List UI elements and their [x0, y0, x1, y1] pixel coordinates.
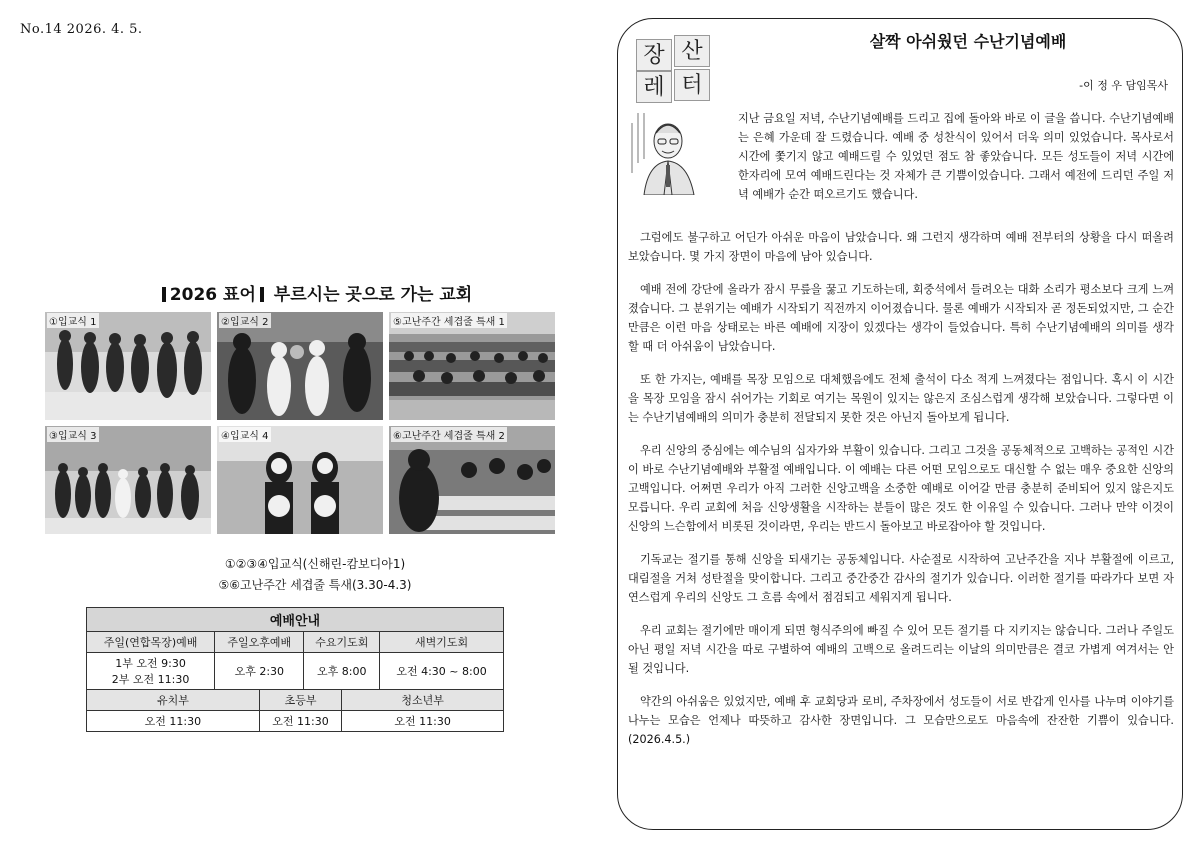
col-dawn-header: 새벽기도회: [380, 632, 504, 653]
letter-paragraph: 예배 전에 강단에 올라가 잠시 무릎을 꿇고 기도하는데, 회중석에서 들려오는 대화 소리가 평소보다 크게 느껴졌습니다. 그 분위기는 예배가 시작되기 직전까지 이어졌습니다. 물론 예배가 시작되자 곧 정돈되었지만, 그 순간만큼은 이런 마음 상태로는 바른 예배에 지장이 있겠다는 생각이 들었습니다. 특히 수난기념예배의 의미를 생각할 때 더 아쉬움이 남았습니다.: [628, 283, 1174, 353]
letter-paragraph: 우리 교회는 절기에만 매이게 되면 형식주의에 빠질 수 있어 모든 절기를 다 지키지는 않습니다. 그러나 주일도 아닌 평일 저녁 시간을 따로 구별하여 예배의 고백으로 올려드리는 이날의 의미만큼은 결코 가볍게 여겨서는 안 될 것입니다.: [628, 624, 1174, 675]
photo-caption-1: ①②③④입교식(신해린-캄보디아1): [224, 557, 406, 571]
issue-date: No.14 2026. 4. 5.: [20, 22, 143, 37]
dawn-time: 오전 4:30 ~ 8:00: [380, 653, 504, 690]
photo-grid: [45, 312, 555, 534]
photo-confirmation-3: [45, 426, 211, 534]
wednesday-time: 오후 8:00: [304, 653, 380, 690]
letter-paragraph: 지난 금요일 저녁, 수난기념예배를 드리고 집에 돌아와 바로 이 글을 씁니다. 수난기념예배는 은혜 가운데 잘 드렸습니다. 예배 중 성찬식이 있어서 더욱 의미 있었습니다. 목사로서 시간에 쫓기지 않고 예배드릴 수 있었던 점도 참 좋았습니다. 모든 성도들이 저녁 시간에 한자리에 모여 예배드린다는 것 자체가 큰 기쁨이었습니다. 그래서 예전에 드리던 주일 저녁 예배가 순간 떠오르기도 했습니다.: [738, 112, 1174, 201]
sunday-second-service: 2부 오전 11:30: [111, 673, 190, 686]
dept-elementary-header: 초등부: [259, 690, 341, 711]
afternoon-time: 오후 2:30: [215, 653, 304, 690]
col-sunday-header: 주일(연합목장)예배: [87, 632, 215, 653]
tag-char: 산: [674, 35, 710, 67]
tag-char: 장: [636, 39, 672, 71]
photo-confirmation-1: [45, 312, 211, 420]
photo-prayer-1: [389, 312, 555, 420]
photo-label: ②입교식 2: [219, 313, 271, 328]
dept-kindergarten-time: 오전 11:30: [87, 711, 260, 732]
motto-heading: [150, 280, 480, 305]
photo-label: ①입교식 1: [47, 313, 99, 328]
photo-caption-2: ⑤⑥고난주간 세겹줄 특새(3.30-4.3): [218, 578, 412, 592]
photo-image: [45, 312, 211, 420]
photo-label: ④입교식 4: [219, 427, 271, 442]
tag-char: 레: [636, 71, 672, 103]
letter-paragraph: 그럼에도 불구하고 어딘가 아쉬운 마음이 남았습니다. 왜 그런지 생각하며 예배 전부터의 상황을 다시 떠올려 보았습니다. 몇 가지 장면이 마음에 남아 있습니다.: [628, 231, 1174, 263]
motto-bar-right: [260, 287, 264, 302]
motto-year-label: 2026 표어: [169, 285, 256, 305]
letter-title: 살짝 아쉬웠던 수난기념예배: [869, 32, 1067, 51]
dept-youth-time: 오전 11:30: [342, 711, 504, 732]
photo-confirmation-2: [217, 312, 383, 420]
photo-image: [217, 426, 383, 534]
motto-bar-left: [162, 287, 166, 302]
photo-prayer-2: [389, 426, 555, 534]
photo-image: [389, 312, 555, 420]
sunday-times: [87, 653, 215, 690]
dept-youth-header: 청소년부: [342, 690, 504, 711]
motto-text: 부르시는 곳으로 가는 교회: [273, 285, 473, 305]
photo-label: ⑥고난주간 세겹줄 특새 2: [391, 427, 507, 442]
letter-paragraph: 약간의 아쉬움은 있었지만, 예배 후 교회당과 로비, 주차장에서 성도들이 서로 반갑게 인사를 나누며 이야기를 나누는 모습은 언제나 따뜻하고 감사한 장면입니다. 그 모습만으로도 마음속에 잔잔한 기쁨이 있습니다. (2026.4.5.): [628, 695, 1174, 746]
letter-paragraph: 기독교는 절기를 통해 신앙을 되새기는 공동체입니다. 사순절로 시작하여 고난주간을 지나 부활절에 이르고, 대림절을 거쳐 성탄절을 맞이합니다. 그리고 중간중간 감사의 절기가 있습니다. 이러한 절기를 따라가다 보면 자연스럽게 우리의 신앙도 그 흐름 속에서 점검되고 세워지게 됩니다.: [628, 553, 1174, 604]
dept-kindergarten-header: 유치부: [87, 690, 260, 711]
photo-confirmation-4: [217, 426, 383, 534]
letter-paragraph: 우리 신앙의 중심에는 예수님의 십자가와 부활이 있습니다. 그리고 그것을 공동체적으로 고백하는 공적인 시간이 바로 수난기념예배와 부활절 예배입니다. 이 예배는 다른 어떤 모임으로도 대신할 수 없는 매우 중요한 신앙의 고백입니다. 어쩌면 우리가 아직 그러한 신앙고백을 소중한 예배로 이어갈 만큼 충분히 준비되어 있지 않은지도 모릅니다. 우리 교회에 처음 신앙생활을 시작하는 분들이 많은 것도 한 이유일 수 있습니다. 그러나 만약 이것이 신앙의 느슨함에서 비롯된 것이라면, 우리는 반드시 돌아보고 바로잡아야 할 것입니다.: [628, 444, 1174, 533]
photo-label: ⑤고난주간 세겹줄 특새 1: [391, 313, 507, 328]
letter-paragraph: 또 한 가지는, 예배를 목장 모임으로 대체했음에도 전체 출석이 다소 적게 느껴졌다는 점입니다. 혹시 이 시간을 목장 모임을 잠시 쉬어가는 기회로 여기는 목원이 있지는 않은지 조심스럽게 생각해 보았습니다. 그렇다면 이는 수난기념예배의 의미가 충분히 전달되지 못한 것은 아닌지 돌아보게 됩니다.: [628, 373, 1174, 424]
letter-author: -이 정 우 담임목사: [1079, 79, 1168, 92]
letter-body: [628, 109, 1174, 763]
photo-image: [45, 426, 211, 534]
photo-image: [217, 312, 383, 420]
photo-image: [389, 426, 555, 534]
photo-label: ③입교식 3: [47, 427, 99, 442]
sunday-first-service: 1부 오전 9:30: [115, 657, 186, 670]
worship-title: 예배안내: [87, 608, 504, 632]
col-wednesday-header: 수요기도회: [304, 632, 380, 653]
tag-char: 터: [674, 69, 710, 101]
worship-schedule-table: [86, 607, 504, 732]
pastor-letter-box: [617, 18, 1183, 830]
dept-elementary-time: 오전 11:30: [259, 711, 341, 732]
col-afternoon-header: 주일오후예배: [215, 632, 304, 653]
